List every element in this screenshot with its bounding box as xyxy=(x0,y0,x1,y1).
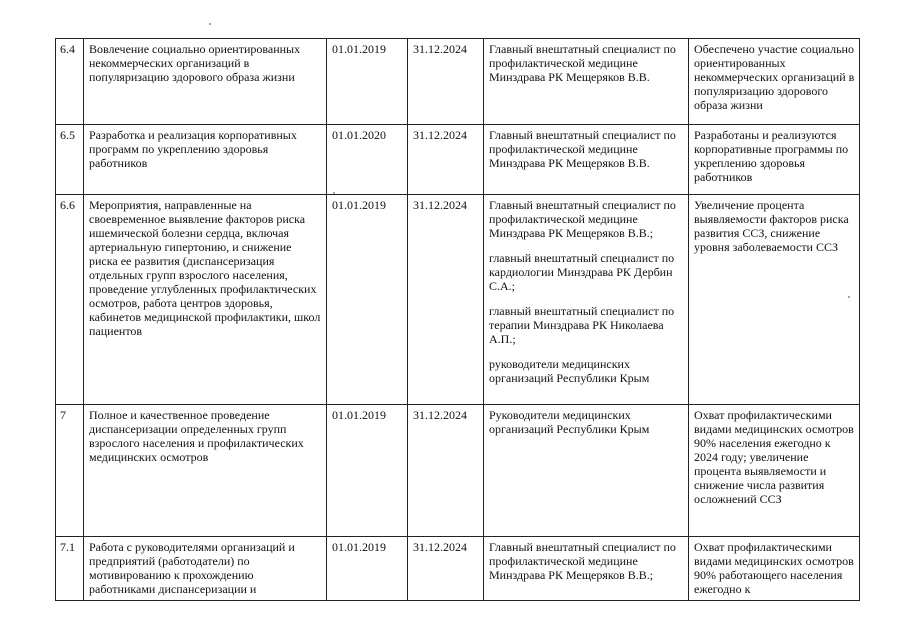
end-date-cell: 31.12.2024 xyxy=(408,39,484,125)
activity-cell: Работа с руководителями организаций и предприятий (работодатели) по мотивированию к прохождению работниками диспансеризации и xyxy=(84,537,327,601)
responsible-person: Главный внештатный специалист по профилактической медицине Минздрава РК Мещеряков В.В. xyxy=(489,128,676,170)
responsible-person: Главный внештатный специалист по профилактической медицине Минздрава РК Мещеряков В.В.; xyxy=(489,198,676,240)
result-cell: Обеспечено участие социально ориентированных некоммерческих организаций в популяризацию здорового образа жизни xyxy=(689,39,860,125)
responsible-cell xyxy=(484,537,689,601)
start-date-cell: 01.01.2019 xyxy=(327,39,408,125)
row-number: 6.4 xyxy=(56,39,84,125)
responsible-person: Главный внештатный специалист по профилактической медицине Минздрава РК Мещеряков В.В. xyxy=(489,42,676,84)
row-number: 7.1 xyxy=(56,537,84,601)
activity-cell: Полное и качественное проведение диспансеризации определенных групп взрослого населения и профилактических медицинских осмотров xyxy=(84,405,327,537)
activity-cell: Мероприятия, направленные на своевременное выявление факторов риска ишемической болезни сердца, включая артериальную гипертонию, и снижение риска ее развития (диспансеризация отдельных групп взрослого населения, проведение углубленных профилактических осмотров, работа центров здоровья, кабинетов медицинской профилактики, школ пациентов xyxy=(84,195,327,405)
end-date-cell: 31.12.2024 xyxy=(408,195,484,405)
result-cell: Охват профилактическими видами медицинских осмотров 90% работающего населения ежегодно к xyxy=(689,537,860,601)
table-row xyxy=(56,39,860,125)
table-row xyxy=(56,195,860,405)
row-number: 7 xyxy=(56,405,84,537)
result-cell: Увеличение процента выявляемости факторов риска развития ССЗ, снижение уровня заболеваемости ССЗ xyxy=(689,195,860,405)
responsible-cell xyxy=(484,195,689,405)
table-row xyxy=(56,125,860,195)
table-row xyxy=(56,537,860,601)
table-row xyxy=(56,405,860,537)
responsible-person: главный внештатный специалист по кардиологии Минздрава РК Дербин С.А.; xyxy=(489,251,675,293)
end-date-cell: 31.12.2024 xyxy=(408,125,484,195)
row-number: 6.6 xyxy=(56,195,84,405)
scan-speck xyxy=(209,23,211,25)
responsible-cell xyxy=(484,39,689,125)
responsible-cell xyxy=(484,405,689,537)
result-cell: Охват профилактическими видами медицинских осмотров 90% населения ежегодно к 2024 году; увеличение процента выявляемости и снижение числа развития осложнений ССЗ xyxy=(689,405,860,537)
end-date-cell: 31.12.2024 xyxy=(408,537,484,601)
result-cell: Разработаны и реализуются корпоративные программы по укреплению здоровья работников xyxy=(689,125,860,195)
start-date-cell: 01.01.2019 xyxy=(327,537,408,601)
activity-cell: Разработка и реализация корпоративных программ по укреплению здоровья работников xyxy=(84,125,327,195)
activities-table xyxy=(55,38,860,601)
responsible-cell xyxy=(484,125,689,195)
responsible-person: главный внештатный специалист по терапии Минздрава РК Николаева А.П.; xyxy=(489,304,675,346)
responsible-person: Главный внештатный специалист по профилактической медицине Минздрава РК Мещеряков В.В.; xyxy=(489,540,676,582)
start-date-cell: 01.01.2020 xyxy=(327,125,408,195)
activity-cell: Вовлечение социально ориентированных некоммерческих организаций в популяризацию здорового образа жизни xyxy=(84,39,327,125)
responsible-person: Руководители медицинских организаций Республики Крым xyxy=(489,408,650,436)
row-number: 6.5 xyxy=(56,125,84,195)
end-date-cell: 31.12.2024 xyxy=(408,405,484,537)
start-date-cell: 01.01.2019 xyxy=(327,195,408,405)
start-date-cell: 01.01.2019 xyxy=(327,405,408,537)
responsible-person: руководители медицинских организаций Республики Крым xyxy=(489,357,650,385)
